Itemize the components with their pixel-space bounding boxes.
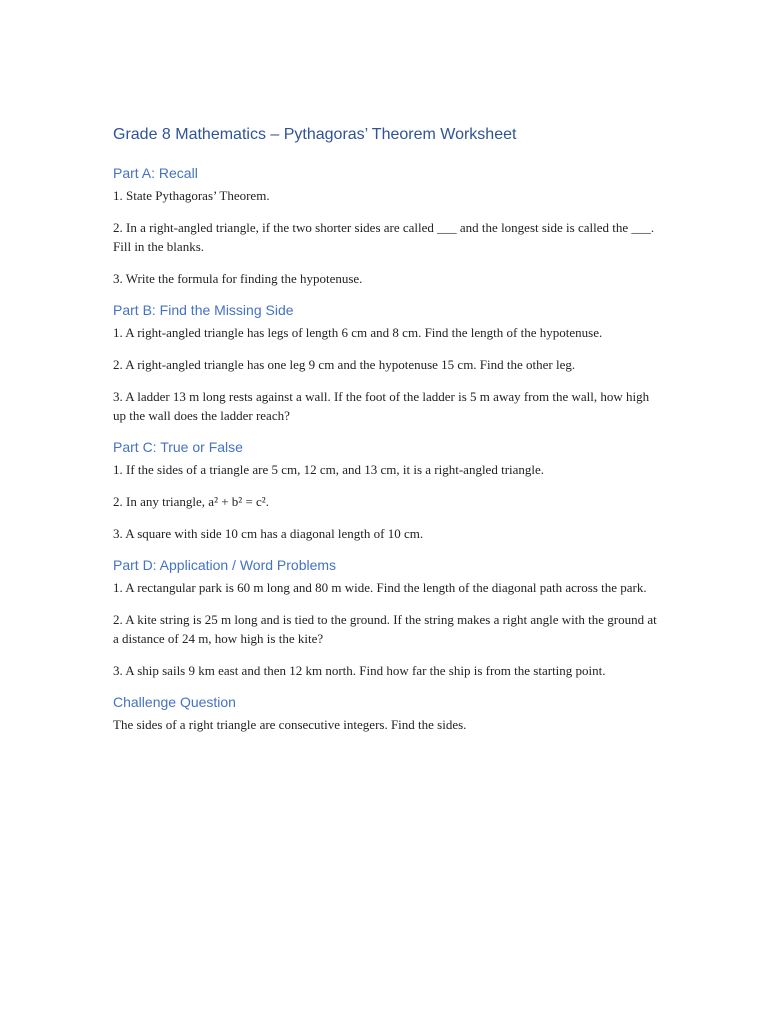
question-item: 3. Write the formula for finding the hypotenuse. xyxy=(113,271,363,286)
section-challenge xyxy=(113,693,658,734)
question-item: 2. A right-angled triangle has one leg 9 cm and the hypotenuse 15 cm. Find the other leg. xyxy=(113,357,576,372)
question-item: The sides of a right triangle are consecutive integers. Find the sides. xyxy=(113,717,467,732)
section-part-a xyxy=(113,164,658,288)
section-heading: Part A: Recall xyxy=(113,165,198,181)
worksheet-title: Grade 8 Mathematics – Pythagoras’ Theorem Worksheet xyxy=(113,126,517,143)
question-item: 2. In any triangle, a² + b² = c². xyxy=(113,494,269,509)
section-heading: Part D: Application / Word Problems xyxy=(113,557,337,573)
section-heading: Challenge Question xyxy=(113,694,236,710)
question-item: 2. A kite string is 25 m long and is tied to the ground. If the string makes a right angle with the ground at a distance of 24 m, how high is the kite? xyxy=(113,612,657,646)
worksheet-page xyxy=(113,124,658,747)
question-item: 3. A square with side 10 cm has a diagonal length of 10 cm. xyxy=(113,526,424,541)
section-part-d xyxy=(113,556,658,680)
section-heading: Part C: True or False xyxy=(113,439,243,455)
question-item: 1. A right-angled triangle has legs of length 6 cm and 8 cm. Find the length of the hypotenuse. xyxy=(113,325,603,340)
question-item: 1. State Pythagoras’ Theorem. xyxy=(113,188,270,203)
section-part-c xyxy=(113,438,658,543)
question-item: 1. A rectangular park is 60 m long and 80 m wide. Find the length of the diagonal path across the park. xyxy=(113,580,647,595)
section-heading: Part B: Find the Missing Side xyxy=(113,302,294,318)
question-item: 3. A ship sails 9 km east and then 12 km north. Find how far the ship is from the starting point. xyxy=(113,663,606,678)
section-part-b xyxy=(113,301,658,425)
question-item: 2. In a right-angled triangle, if the two shorter sides are called ___ and the longest side is called the ___. Fill in the blanks. xyxy=(113,220,655,254)
question-item: 1. If the sides of a triangle are 5 cm, 12 cm, and 13 cm, it is a right-angled triangle. xyxy=(113,462,545,477)
question-item: 3. A ladder 13 m long rests against a wall. If the foot of the ladder is 5 m away from the wall, how high up the wall does the ladder reach? xyxy=(113,389,650,423)
